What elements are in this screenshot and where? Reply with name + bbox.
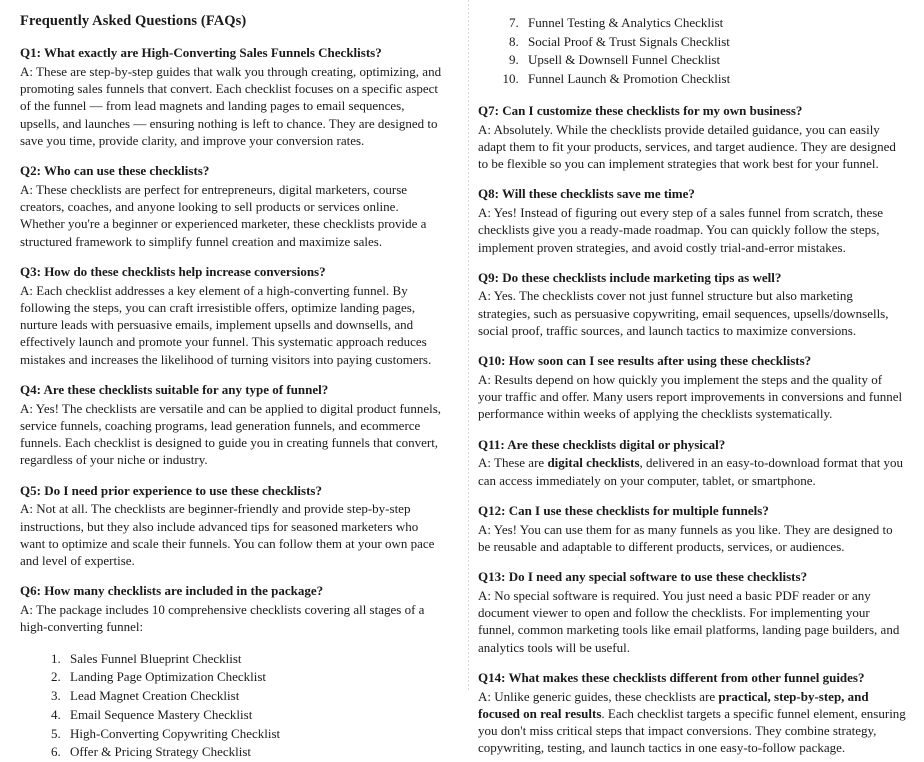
faq-answer: A: No special software is required. You just need a basic PDF reader or any document viewer to open and follow the checklists. For implementing your funnel, common marketing tools like email platforms, landing page builders, and analytics tools will be useful.	[478, 587, 900, 655]
faq-item-q1	[20, 45, 446, 149]
faq-answer: A: Not at all. The checklists are beginner-friendly and provide step-by-step instructions, but they also include advanced tips for seasoned marketers who want to optimize and scale their funnels. You can follow them at your own pace and level of expertise.	[20, 501, 435, 569]
faq-answer: A: Yes! You can use them for as many funnels as you like. They are designed to be reusable and adaptable to different products, services, or audiences.	[478, 521, 893, 554]
faq-item-q6	[20, 583, 446, 635]
faq-answer: A: Yes! Instead of figuring out every step of a sales funnel from scratch, these checklists give you a ready-made roadmap. You can quickly follow the steps, implement proven strategies, and avoid costly trial-and-error mistakes.	[478, 204, 884, 255]
faq-question: Q5: Do I need prior experience to use these checklists?	[20, 482, 322, 498]
list-item: 6. Offer & Pricing Strategy Checklist	[64, 743, 446, 762]
list-item: 1. Sales Funnel Blueprint Checklist	[64, 650, 446, 669]
faq-question: Q12: Can I use these checklists for multiple funnels?	[478, 502, 769, 518]
faq-answer: A: Each checklist addresses a key element of a high-converting funnel. By following the steps, you can craft irresistible offers, optimize landing pages, nurture leads with persuasive emails, implement upsells and downsells, and effectively launch and promote your funnel. This systematic approach reduces mistakes and increases the likelihood of turning visitors into paying customers.	[20, 282, 432, 367]
faq-answer: A: These checklists are perfect for entrepreneurs, digital marketers, course creators, coaches, and anyone looking to sell products or services online. Whether you're a beginner or experienced marketer, these checklists provide a structured framework to simplify funnel creation and maximize sales.	[20, 181, 427, 249]
faq-answer: A: Yes! The checklists are versatile and can be applied to digital product funnels, service funnels, coaching programs, lead generation funnels, and ecommerce funnels. Each checklist is designed to guide you in creating funnels that convert, regardless of your niche or industry.	[20, 400, 442, 468]
faq-item-q14	[478, 670, 908, 757]
body-text: . Each checklist targets a specific funnel element, ensuring you don't miss critical steps that impact conversions. They combine strategy, copywriting, testing, and launch tactics in one easy-to-follow package.	[478, 705, 906, 756]
faq-item-q11	[478, 437, 908, 489]
faq-question: Q10: How soon can I see results after using these checklists?	[478, 353, 812, 369]
list-item: 4. Email Sequence Mastery Checklist	[64, 706, 446, 725]
faq-question: Q8: Will these checklists save me time?	[478, 186, 695, 202]
faq-question: Q11: Are these checklists digital or physical?	[478, 436, 726, 452]
list-item: 8. Social Proof & Trust Signals Checklist	[522, 33, 908, 52]
list-item: 5. High-Converting Copywriting Checklist	[64, 725, 446, 744]
faq-question: Q7: Can I customize these checklists for my own business?	[478, 102, 803, 118]
faq-item-q12	[478, 503, 908, 555]
body-text: , delivered in an easy-to-download format that you can access immediately on your computer, tablet, or smartphone.	[478, 455, 904, 488]
left-column	[0, 0, 462, 760]
list-item: 7. Funnel Testing & Analytics Checklist	[522, 14, 908, 33]
faq-question: Q6: How many checklists are included in the package?	[20, 583, 324, 599]
faq-answer: A: These are step-by-step guides that walk you through creating, optimizing, and promoting sales funnels that convert. Each checklist focuses on a specific aspect of the funnel — from lead magnets and landing pages to email sequences, upsells, and launches — ensuring nothing is left to chance. They are designed to save you time, provide clarity, and improve your conversion rates.	[20, 63, 442, 148]
body-text: A: These are	[478, 455, 548, 471]
list-item: 2. Landing Page Optimization Checklist	[64, 668, 446, 687]
list-item: 10. Funnel Launch & Promotion Checklist	[522, 70, 908, 89]
faq-item-q5	[20, 483, 446, 570]
faq-answer	[478, 688, 908, 757]
faq-item-q10	[478, 353, 908, 422]
faq-item-q7	[478, 103, 908, 172]
faq-item-q13	[478, 569, 908, 656]
faq-answer	[478, 454, 908, 489]
faq-item-q3	[20, 264, 446, 368]
faq-item-q2	[20, 163, 446, 250]
faq-question: Q4: Are these checklists suitable for any type of funnel?	[20, 381, 329, 397]
faq-answer: A: Absolutely. While the checklists provide detailed guidance, you can easily adapt them to fit your products, services, and target audience. They are designed to be flexible so you can implement strategies that work best for your funnel.	[478, 121, 896, 172]
faq-question: Q9: Do these checklists include marketing tips as well?	[478, 269, 782, 285]
checklist-items-list	[20, 650, 446, 762]
faq-item-q8	[478, 186, 908, 255]
faq-question: Q2: Who can use these checklists?	[20, 163, 210, 179]
faq-item-q9	[478, 270, 908, 339]
faq-answer: A: The package includes 10 comprehensive checklists covering all stages of a high-converting funnel:	[20, 602, 425, 635]
emphasis-text: digital checklists	[547, 455, 640, 471]
faq-item-q4	[20, 382, 446, 469]
emphasis-text: practical, step-by-step, and focused on real results	[478, 688, 869, 721]
list-item: 9. Upsell & Downsell Funnel Checklist	[522, 51, 908, 70]
right-column	[462, 0, 924, 756]
page-title: Frequently Asked Questions (FAQs)	[20, 13, 247, 29]
faq-answer: A: Results depend on how quickly you implement the steps and the quality of your traffic and offer. Many users report improvements in conversions and funnel performance within weeks of applying the checklists systematically.	[478, 371, 903, 422]
faq-question: Q14: What makes these checklists different from other funnel guides?	[478, 669, 865, 685]
faq-question: Q3: How do these checklists help increase conversions?	[20, 263, 326, 279]
body-text: A: Unlike generic guides, these checklists are	[478, 688, 719, 704]
list-item: 3. Lead Magnet Creation Checklist	[64, 687, 446, 706]
faq-question: Q13: Do I need any special software to use these checklists?	[478, 569, 808, 585]
faq-answer: A: Yes. The checklists cover not just funnel structure but also marketing strategies, such as persuasive copywriting, email sequences, upsells/downsells, social proof, traffic sources, and launch tactics to maximize conversions.	[478, 288, 889, 338]
faq-question: Q1: What exactly are High-Converting Sales Funnels Checklists?	[20, 45, 382, 61]
checklist-items-list-continued	[478, 14, 908, 89]
